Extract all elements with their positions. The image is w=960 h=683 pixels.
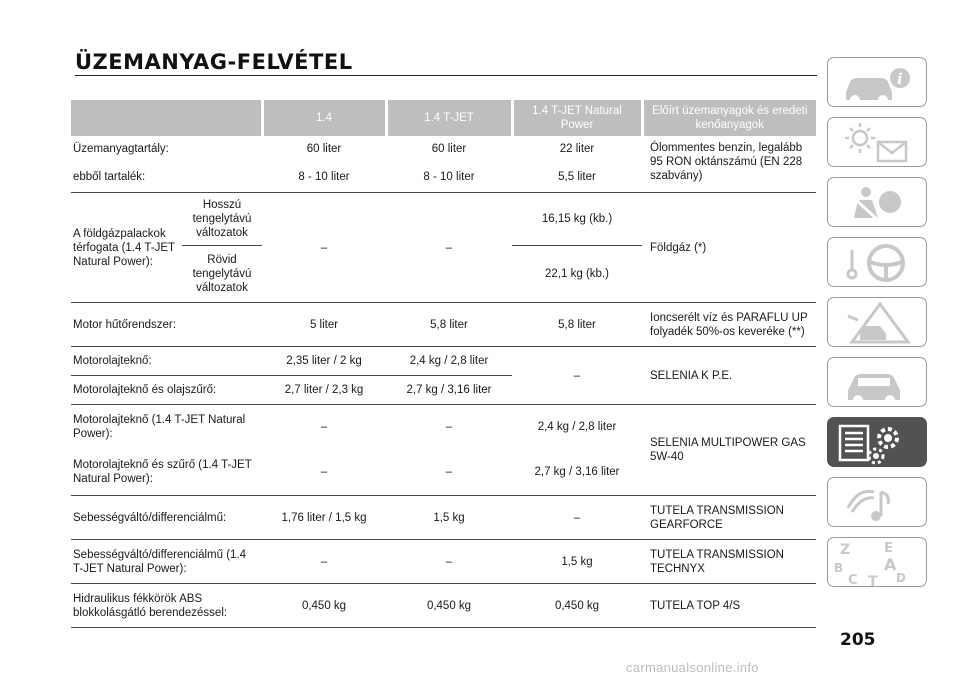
steering-key-icon (828, 238, 928, 288)
table-row (71, 193, 816, 246)
cell-gearbox-1-4: 1,76 liter / 1,5 kg (262, 496, 386, 540)
cell-long-wheelbase-label: Hosszú tengelytávú változatok (182, 193, 262, 246)
index-letter: C (848, 573, 858, 588)
tab-emergency[interactable] (827, 297, 927, 347)
cell-gearbox-np-natural: 1,5 kg (512, 540, 642, 584)
header-blank (71, 100, 262, 136)
cell-oil-filter-np-1-4: – (262, 449, 386, 496)
header-1-4: 1.4 (262, 100, 386, 136)
page-number: 205 (840, 630, 876, 650)
row-label-oil-filter-np: Motorolajteknő és szűrő (1.4 T-JET Natural Power): (71, 449, 262, 496)
row-label-gearbox-np: Sebességváltó/differenciálmű (1.4 T-JET Natural Power): (71, 540, 262, 584)
tab-index[interactable] (827, 537, 927, 587)
page-title: ÜZEMANYAG-FELVÉTEL (75, 50, 353, 74)
table-row (71, 347, 816, 376)
fuel-capacities-table (71, 100, 816, 628)
tab-technical-data[interactable] (827, 417, 927, 467)
maintenance-car-icon (828, 358, 928, 408)
table-row (71, 136, 816, 162)
cell-oil-filter-np-tjet: – (386, 449, 512, 496)
cell-oil-sump-tjet: 2,4 kg / 2,8 liter (386, 347, 512, 376)
row-label-fuel-tank: Üzemanyagtartály: (73, 143, 169, 155)
cell-gearbox-tjet: 1,5 kg (386, 496, 512, 540)
cell-oil-sump-np-natural: 2,4 kg / 2,8 liter (537, 421, 617, 433)
cell-fuel-note: Ólommentes benzin, legalább 95 RON oktánszámú (EN 228 szabvány) (642, 136, 816, 193)
alphabetical-index-icon (828, 538, 928, 588)
cell-gas-tjet: – (386, 193, 512, 303)
cell-gas-short-value: 22,1 kg (kb.) (512, 246, 642, 303)
multimedia-music-icon (828, 478, 928, 528)
cell-gearbox-np-note: TUTELA TRANSMISSION TECHNYX (642, 540, 816, 584)
cell-oil-filter-1-4: 2,7 liter / 2,3 kg (262, 376, 386, 405)
tab-warning-lights[interactable] (827, 117, 927, 167)
tab-car-info[interactable] (827, 57, 927, 107)
tab-maintenance[interactable] (827, 357, 927, 407)
index-letter: T (868, 574, 878, 588)
row-label-oil-filter: Motorolajteknő és olajszűrő: (71, 376, 262, 405)
table-header-row (71, 100, 816, 136)
cell-reserve-tjet: 8 - 10 liter (386, 162, 512, 193)
cell-oil-filter-tjet: 2,7 kg / 3,16 liter (386, 376, 512, 405)
cell-oil-natural: – (512, 347, 642, 405)
index-letter: D (896, 571, 906, 585)
cell-cooling-note: Ioncserélt víz és PARAFLU UP folyadék 50%-os keveréke (**) (642, 303, 816, 347)
cell-gas-long-value: 16,15 kg (kb.) (512, 193, 642, 246)
cell-oil-sump-1-4: 2,35 liter / 2 kg (262, 347, 386, 376)
cell-oil-filter-np-natural: 2,7 kg / 3,16 liter (512, 449, 642, 496)
cell-reserve-1-4: 8 - 10 liter (262, 162, 386, 193)
tab-multimedia[interactable] (827, 477, 927, 527)
cell-gearbox-np-tjet: – (386, 540, 512, 584)
cell-cooling-tjet: 5,8 liter (386, 303, 512, 347)
row-label-cooling: Motor hűtőrendszer: (71, 303, 262, 347)
cell-gas-1-4: – (262, 193, 386, 303)
table-row (71, 405, 816, 450)
table-row (71, 496, 816, 540)
header-1-4-tjet-natural-power: 1.4 T-JET Natural Power (512, 100, 642, 136)
cell-oil-np-note: SELENIA MULTIPOWER GAS 5W-40 (642, 405, 816, 496)
index-letter: E (884, 541, 893, 556)
header-1-4-tjet: 1.4 T-JET (386, 100, 512, 136)
tab-safety[interactable] (827, 177, 927, 227)
cell-oil-note: SELENIA K P.E. (642, 347, 816, 405)
row-label-brakes: Hidraulikus fékkörök ABS blokkolásgátló berendezéssel: (71, 584, 262, 628)
cell-fuel-tank-tjet: 60 liter (431, 143, 467, 155)
cell-cooling-1-4: 5 liter (262, 303, 386, 347)
warning-lights-mail-icon (828, 118, 928, 168)
watermark: carmanualsonline.info (626, 660, 759, 675)
cell-reserve-natural: 5,5 liter (512, 162, 642, 193)
cell-gearbox-np-1-4: – (262, 540, 386, 584)
index-letter: B (834, 561, 844, 575)
cell-cooling-natural: 5,8 liter (512, 303, 642, 347)
table-row (71, 584, 816, 628)
cell-fuel-tank-natural: 22 liter (559, 143, 595, 155)
row-label-gearbox: Sebességváltó/differenciálmű: (71, 496, 262, 540)
row-label-oil-sump-np: Motorolajteknő (1.4 T-JET Natural Power): (73, 414, 246, 440)
index-letter: Z (840, 542, 851, 558)
airbag-safety-icon (828, 178, 928, 228)
car-info-icon (828, 58, 928, 108)
cell-brakes-natural: 0,450 kg (512, 584, 642, 628)
row-label-reserve: ebből tartalék: (71, 162, 262, 193)
title-divider (75, 75, 817, 76)
row-label-gas-cylinders: A földgázpalackok térfogata (1.4 T-JET Natural Power): (71, 193, 182, 303)
index-letter: A (884, 555, 897, 574)
cell-oil-sump-np-tjet: – (445, 421, 453, 433)
cell-short-wheelbase-label: Rövid tengelytávú változatok (182, 246, 262, 303)
cell-gearbox-note: TUTELA TRANSMISSION GEARFORCE (642, 496, 816, 540)
table-row (71, 540, 816, 584)
cell-oil-sump-np-1-4: – (320, 421, 328, 433)
header-lubricants: Előírt üzemanyagok és eredeti kenőanyagok (642, 100, 816, 136)
cell-gas-note: Földgáz (*) (642, 193, 816, 303)
cell-brakes-1-4: 0,450 kg (262, 584, 386, 628)
chapter-tabs (827, 57, 929, 597)
car-breakdown-icon (828, 298, 928, 348)
row-label-oil-sump: Motorolajteknő: (71, 347, 262, 376)
cell-brakes-tjet: 0,450 kg (386, 584, 512, 628)
tab-starting-driving[interactable] (827, 237, 927, 287)
technical-data-gears-icon (828, 418, 928, 468)
cell-gearbox-natural: – (512, 496, 642, 540)
cell-brakes-note: TUTELA TOP 4/S (642, 584, 816, 628)
cell-fuel-tank-1-4: 60 liter (306, 143, 342, 155)
table-row (71, 303, 816, 347)
svg-text:i: i (897, 70, 903, 88)
